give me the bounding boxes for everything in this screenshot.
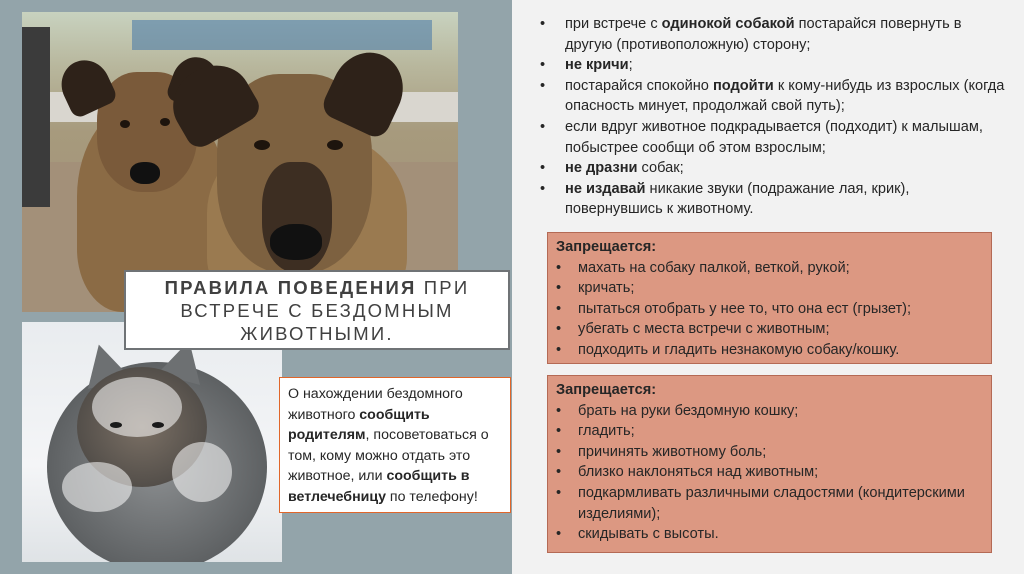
page-title: ПРАВИЛА ПОВЕДЕНИЯ ПРИ ВСТРЕЧЕ С БЕЗДОМНЫМ ЖИВОТНЫМИ. — [164, 276, 470, 344]
list-item: • подкармливать различными сладостями (кондитерскими изделиями); — [556, 483, 983, 524]
dogs-photo — [22, 12, 458, 312]
forbidden-list — [556, 258, 983, 361]
list-item: • не издавай никакие звуки (подражание лая, крик), повернувшись к животному. — [540, 179, 1010, 220]
list-item: • кричать; — [556, 278, 983, 299]
rules-list — [540, 14, 1010, 220]
forbidden-title: Запрещается: — [556, 382, 657, 398]
info-box — [279, 377, 511, 513]
list-item: • гладить; — [556, 421, 983, 442]
forbidden-cats-box — [547, 375, 992, 553]
list-item: • не кричи; — [540, 55, 1010, 76]
list-item: • махать на собаку палкой, веткой, рукой; — [556, 258, 983, 279]
cat-photo — [22, 322, 282, 562]
forbidden-title: Запрещается: — [556, 239, 657, 255]
list-item: • постарайся спокойно подойти к кому-нибудь из взрослых (когда опасность минует, продолжай свой путь); — [540, 76, 1010, 117]
list-item: • не дразни собак; — [540, 158, 1010, 179]
list-item: • убегать с места встречи с животным; — [556, 319, 983, 340]
list-item: • если вдруг животное подкрадывается (подходит) к малышам, побыстрее сообщи об этом взрослым; — [540, 117, 1010, 158]
forbidden-list — [556, 401, 983, 545]
list-item: • скидывать с высоты. — [556, 524, 983, 545]
title-box — [124, 270, 510, 350]
list-item: • брать на руки бездомную кошку; — [556, 401, 983, 422]
list-item: • при встрече с одинокой собакой постарайся повернуть в другую (противоположную) сторону; — [540, 14, 1010, 55]
list-item: • причинять животному боль; — [556, 442, 983, 463]
forbidden-dogs-box — [547, 232, 992, 364]
info-text: О нахождении бездомного животного сообщить родителям, посоветоваться о том, кому можно отдать это животное, или сообщить в ветлечебницу по телефону! — [288, 386, 489, 505]
list-item: • подходить и гладить незнакомую собаку/кошку. — [556, 340, 983, 361]
list-item: • близко наклоняться над животным; — [556, 462, 983, 483]
list-item: • пытаться отобрать у нее то, что она ест (грызет); — [556, 299, 983, 320]
